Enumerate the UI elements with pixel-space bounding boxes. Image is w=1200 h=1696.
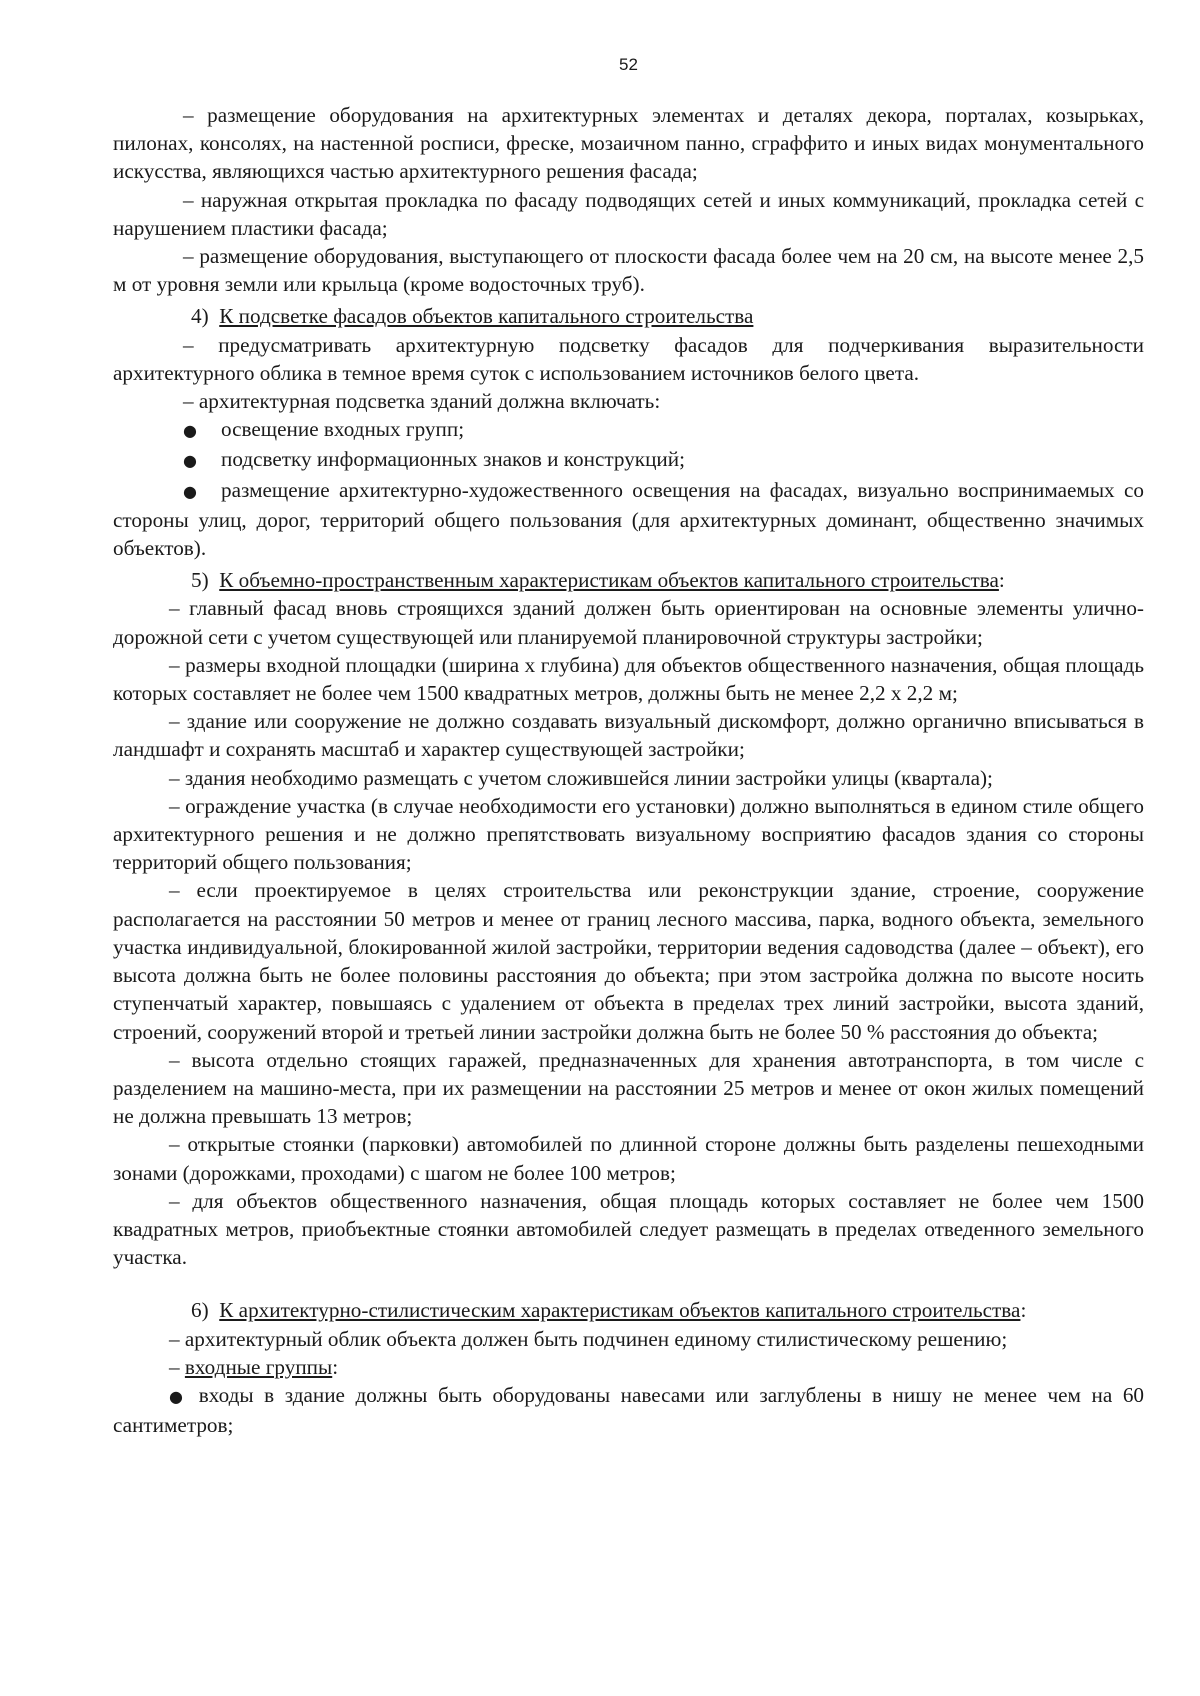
paragraph: – размещение оборудования на архитектурных элементах и деталях декора, порталах, козырьках, пилонах, консолях, на настенной росписи, фреске, мозаичном панно, сграффито и иных видах монументального искусства, являющихся частью архитектурного решения фасада; bbox=[113, 103, 1144, 184]
paragraph: – открытые стоянки (парковки) автомобилей по длинной стороне должны быть разделены пешеходными зонами (дорожками, проходами) с шагом не более 100 метров; bbox=[113, 1132, 1144, 1185]
heading-title: К архитектурно-стилистическим характеристикам объектов капитального строительства bbox=[219, 1298, 1021, 1323]
heading-number: 6) bbox=[191, 1298, 209, 1323]
bullet-icon: ● bbox=[183, 421, 197, 441]
paragraph: – главный фасад вновь строящихся зданий должен быть ориентирован на основные элементы улично-дорожной сети с учетом существующей или планируемой планировочной структуры застройки; bbox=[113, 596, 1144, 649]
paragraph: – архитектурный облик объекта должен быть подчинен единому стилистическому решению; bbox=[169, 1326, 1008, 1351]
bullet-icon: ● bbox=[183, 481, 197, 501]
paragraph: – предусматривать архитектурную подсветку фасадов для подчеркивания выразительности архитектурного облика в темное время суток с использованием источников белого цвета. bbox=[113, 332, 1144, 385]
bullet-item bbox=[113, 415, 1144, 445]
section-heading-4 bbox=[113, 302, 1144, 330]
paragraph: – размещение оборудования, выступающего от плоскости фасада более чем на 20 см, на высоте менее 2,5 м от уровня земли или крыльца (кроме водосточных труб). bbox=[113, 244, 1144, 297]
heading-number: 4) bbox=[191, 304, 209, 329]
section-heading-6 bbox=[113, 1296, 1144, 1324]
heading-title: К подсветке фасадов объектов капитального строительства bbox=[219, 304, 754, 329]
paragraph: – наружная открытая прокладка по фасаду подводящих сетей и иных коммуникаций, прокладка сетей с нарушением пластики фасада; bbox=[113, 187, 1144, 240]
bullet-text: подсветку информационных знаков и конструкций; bbox=[221, 447, 685, 472]
paragraph: – для объектов общественного назначения, общая площадь которых составляет не более чем 1500 квадратных метров, приобъектные стоянки автомобилей следует размещать в пределах отведенного земельного участка. bbox=[113, 1188, 1144, 1270]
bullet-item bbox=[113, 476, 1144, 563]
heading-title: К объемно-пространственным характеристикам объектов капитального строительства bbox=[219, 568, 999, 593]
bullet-icon: ● bbox=[169, 1386, 189, 1406]
heading-number: 5) bbox=[191, 568, 209, 593]
heading-tail: : bbox=[1020, 1298, 1027, 1323]
paragraph: – если проектируемое в целях строительства или реконструкции здание, строение, сооружение располагается на расстоянии 50 метров и менее от границ лесного массива, парка, водного объекта, земельного участка индивидуальной, блокированной жилой застройки, территории ведения садоводства (далее – объект), его высота должна быть не более половины расстояния до объекта; при этом застройка должна по высоте носить ступенчатый характер, повышаясь с удалением от объекта в пределах трех линий застройки, высота зданий, строений, сооружений второй и третьей линии застройки должна быть не более 50 % расстояния до объекта; bbox=[113, 878, 1144, 1044]
bullet-item bbox=[113, 1381, 1144, 1439]
page-number: 52 bbox=[619, 55, 638, 74]
paragraph: – здания необходимо размещать с учетом сложившейся линии застройки улицы (квартала); bbox=[169, 765, 993, 790]
paragraph: – размеры входной площадки (ширина х глубина) для объектов общественного назначения, общая площадь которых составляет не более чем 1500 квадратных метров, должны быть не менее 2,2 х 2,2 м; bbox=[113, 652, 1144, 706]
section-heading-5 bbox=[113, 566, 1144, 594]
entry-groups-label: входные группы bbox=[184, 1354, 333, 1379]
dash: – bbox=[169, 1354, 185, 1379]
paragraph bbox=[113, 1353, 1144, 1381]
bullet-text: входы в здание должны быть оборудованы навесами или заглублены в нишу не менее чем на 60 сантиметров; bbox=[113, 1382, 1145, 1438]
paragraph: – высота отдельно стоящих гаражей, предназначенных для хранения автотранспорта, в том числе с разделением на машино-места, при их размещении на расстоянии 25 метров и менее от окон жилых помещений не должна превышать 13 метров; bbox=[113, 1047, 1144, 1129]
bullet-text: размещение архитектурно-художественного освещения на фасадах, визуально воспринимаемых со стороны улиц, дорог, территорий общего пользования (для архитектурных доминант, общественно значимых объектов). bbox=[113, 477, 1144, 561]
heading-tail: : bbox=[998, 568, 1005, 593]
paragraph: – ограждение участка (в случае необходимости его установки) должно выполняться в едином стиле общего архитектурного решения и не должно препятствовать визуальному восприятию фасадов здания со стороны территорий общего пользования; bbox=[113, 793, 1144, 875]
bullet-item bbox=[113, 445, 1144, 475]
paragraph: – здание или сооружение не должно создавать визуальный дискомфорт, должно органично вписываться в ландшафт и сохранять масштаб и характер существующей застройки; bbox=[113, 709, 1144, 762]
bullet-text: освещение входных групп; bbox=[221, 417, 465, 442]
tail: : bbox=[332, 1354, 339, 1379]
bullet-icon: ● bbox=[183, 451, 197, 471]
document-page bbox=[113, 54, 1144, 1439]
paragraph: – архитектурная подсветка зданий должна включать: bbox=[183, 389, 661, 414]
